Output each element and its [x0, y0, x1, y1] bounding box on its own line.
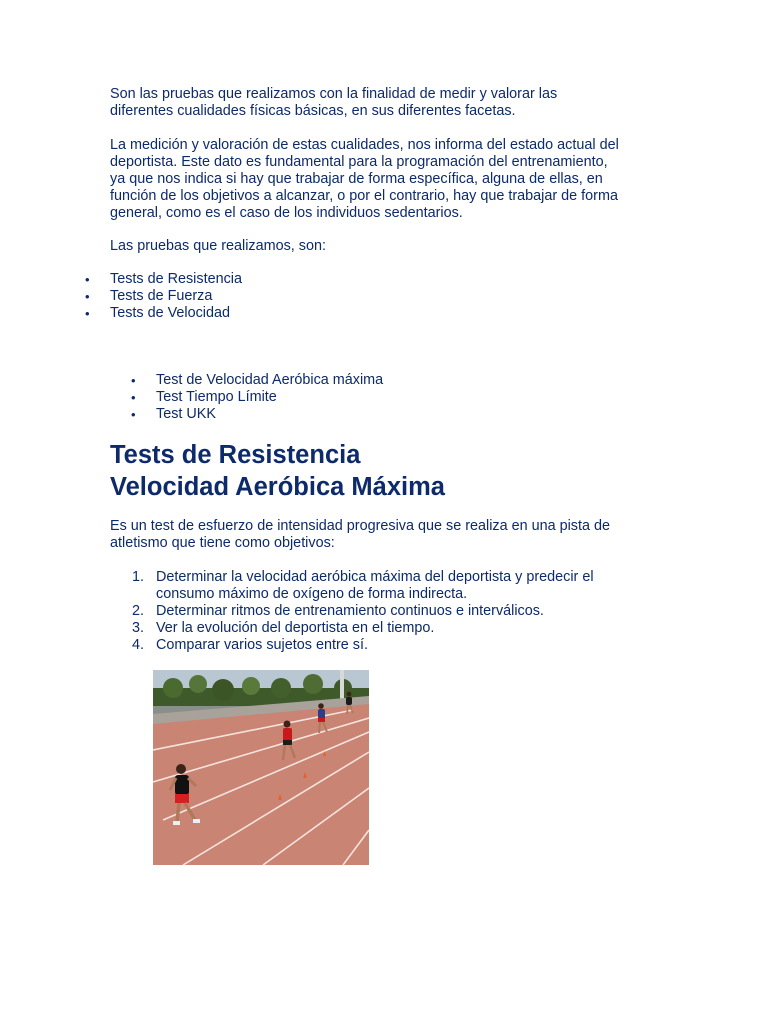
item-number: 4.: [132, 637, 145, 653]
list-item-label: Test de Velocidad Aeróbica máxima: [156, 372, 384, 388]
text-line: Determinar la velocidad aeróbica máxima del deportista y predecir el: [156, 569, 594, 585]
list-item: [131, 406, 383, 423]
text-line: consumo máximo de oxígeno de forma indirecta.: [156, 586, 468, 602]
list-item: [85, 288, 242, 305]
bullet-icon: •: [131, 390, 136, 405]
tests-intro: [110, 238, 670, 255]
text-line: Es un test de esfuerzo de intensidad progresiva que se realiza en una pista de: [110, 518, 610, 534]
text-line: Determinar ritmos de entrenamiento continuos e interválicos.: [156, 603, 544, 619]
objectives-list: [110, 569, 670, 654]
item-number: 2.: [132, 603, 145, 619]
bullet-icon: •: [85, 272, 90, 287]
bullet-icon: •: [85, 306, 90, 321]
text-line: La medición y valoración de estas cualidades, nos informa del estado actual del: [110, 137, 619, 153]
text-line: Las pruebas que realizamos, son:: [110, 238, 326, 254]
list-item-label: Tests de Resistencia: [110, 271, 242, 287]
intro-paragraph: [110, 86, 670, 120]
bullet-icon: •: [131, 407, 136, 422]
list-item: [110, 620, 670, 637]
text-line: función de los objetivos a alcanzar, o por el contrario, hay que trabajar de forma: [110, 188, 618, 204]
list-item: [85, 271, 242, 288]
list-item-label: Tests de Velocidad: [110, 305, 231, 321]
section-subheading: Velocidad Aeróbica Máxima: [110, 473, 445, 501]
resistance-tests-sublist: [131, 372, 384, 423]
list-item-label: Test Tiempo Límite: [156, 389, 277, 405]
bullet-icon: •: [131, 373, 136, 388]
section-heading: Tests de Resistencia: [110, 441, 361, 469]
text-line: diferentes cualidades físicas básicas, en sus diferentes facetas.: [110, 103, 516, 119]
vam-description: [110, 518, 670, 552]
item-number: 3.: [132, 620, 145, 636]
item-number: 1.: [132, 569, 145, 585]
text-line: atletismo que tiene como objetivos:: [110, 535, 335, 551]
text-line: Comparar varios sujetos entre sí.: [156, 637, 368, 653]
track-runners-photo: [153, 670, 369, 865]
text-line: Ver la evolución del deportista en el tiempo.: [156, 620, 435, 636]
text-line: ya que nos indica si hay que trabajar de forma específica, alguna de ellas, en: [110, 171, 603, 187]
list-item: [131, 389, 383, 406]
list-item-label: Tests de Fuerza: [110, 288, 213, 304]
list-item: [110, 603, 670, 620]
text-line: Son las pruebas que realizamos con la finalidad de medir y valorar las: [110, 86, 558, 102]
measurement-paragraph: [110, 137, 670, 222]
list-item: [110, 637, 670, 654]
text-line: general, como es el caso de los individuos sedentarios.: [110, 205, 463, 221]
tests-list: [85, 271, 242, 322]
bullet-icon: •: [85, 289, 90, 304]
list-item: [110, 569, 670, 603]
list-item: [85, 305, 242, 322]
list-item-label: Test UKK: [156, 406, 216, 422]
text-line: deportista. Este dato es fundamental para la programación del entrenamiento,: [110, 154, 608, 170]
list-item: [131, 372, 384, 389]
